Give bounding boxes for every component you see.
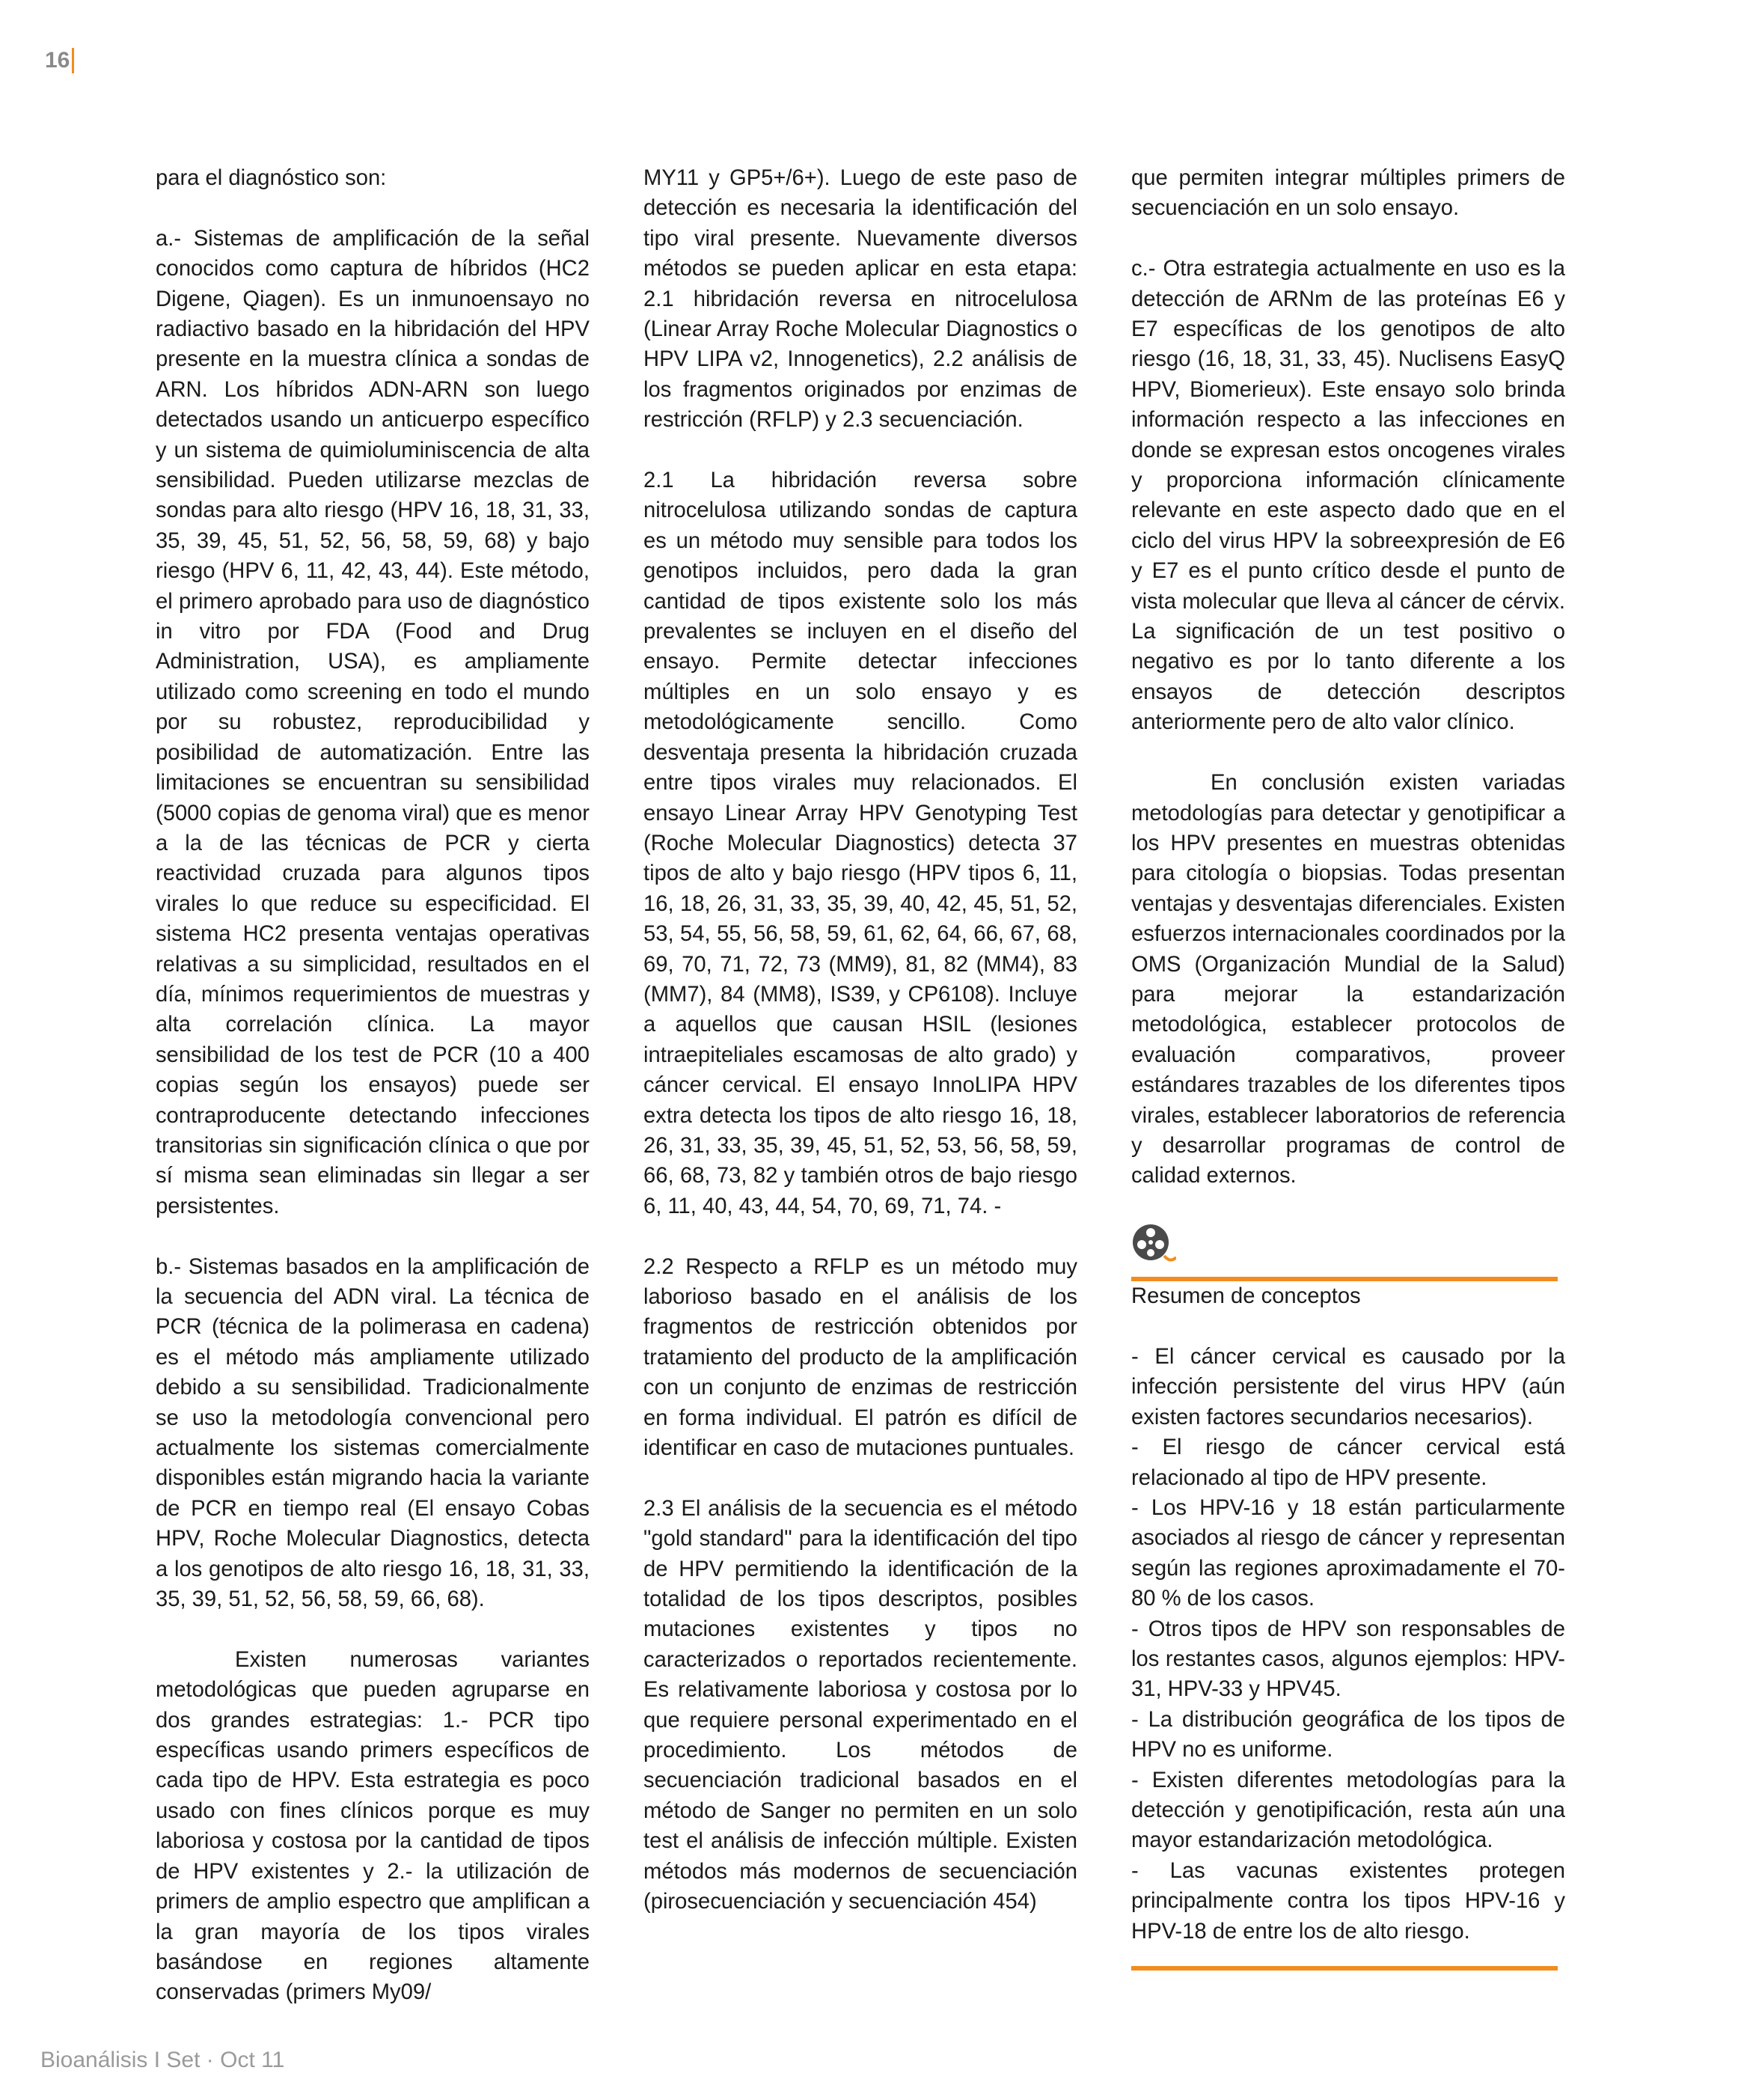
summary-item: - Otros tipos de HPV son responsables de los restantes casos, algunos ejemplos: HPV-31, HPV-33 y HPV45. (1131, 1617, 1565, 1702)
column-2 (643, 163, 1077, 1917)
column-1 (156, 163, 590, 2008)
paragraph: 2.3 El análisis de la secuencia es el método "gold standard" para la identificación del tipo de HPV permitiendo la identificación de la totalidad de los tipos descriptos, posibles mutaciones existentes y tipos no caracterizados o reportados recientemente. Es relativamente laboriosa y costosa por lo que requiere personal experimentado en el procedimiento. Los métodos de secuenciación tradicional basados en el método de Sanger no permiten en un solo test el análisis de infección múltiple. Existen métodos más modernos de secuenciación (pirosecuenciación y secuenciación 454) (643, 1496, 1077, 1914)
paragraph: para el diagnóstico son: (156, 166, 387, 190)
film-reel-icon (1131, 1221, 1176, 1266)
paragraph: c.- Otra estrategia actualmente en uso es la detección de ARNm de las proteínas E6 y E7 específicas de los genotipos de alto riesgo (16, 18, 31, 33, 45). Nuclisens EasyQ HPV, Biomerieux). Este ensayo solo brinda información respecto a las infecciones en donde se expresan estos oncogenes virales y proporciona información clínicamente relevante en este aspecto dado que en el ciclo del virus HPV la sobreexpresión de E6 y E7 es el punto crítico desde el punto de vista molecular que lleva al cáncer de cérvix. La significación de un test positivo o negativo es por lo tanto diferente a los ensayos de detección descriptos anteriormente pero de alto valor clínico. (1131, 257, 1565, 735)
paragraph: MY11 y GP5+/6+). Luego de este paso de detección es necesaria la identificación del tipo viral presente. Nuevamente diversos métodos se pueden aplicar en esta etapa: 2.1 hibridación reversa en nitrocelulosa (Linear Array Roche Molecular Diagnostics o HPV LIPA v2, Innogenetics), 2.2 análisis de los fragmentos originados por enzimas de restricción (RFLP) y 2.3 secuenciación. (643, 166, 1077, 433)
paragraph: En conclusión existen variadas metodologías para detectar y genotipificar a los HPV presentes en muestras obtenidas para citología o biopsias. Todas presentan ventajas y desventajas diferenciales. Existen esfuerzos internacionales coordinados por la OMS (Organización Mundial de la Salud) para mejorar la estandarización metodológica, establecer protocolos de evaluación comparativos, proveer estándares trazables de los diferentes tipos virales, establecer laboratorios de referencia y desarrollar programas de control de calidad externos. (1131, 771, 1565, 1188)
summary-title: Resumen de conceptos (1131, 1284, 1361, 1309)
summary-item: - Las vacunas existentes protegen principalmente contra los tipos HPV-16 y HPV-18 de entre los de alto riesgo. (1131, 1858, 1565, 1944)
paragraph: 2.2 Respecto a RFLP es un método muy laborioso basado en el análisis de los fragmentos de restricción obtenidos por tratamiento del producto de la amplificación con un conjunto de enzimas de restricción en forma individual. El patrón es difícil de identificar en caso de mutaciones puntuales. (643, 1254, 1077, 1461)
paragraph: que permiten integrar múltiples primers de secuenciación en un solo ensayo. (1131, 166, 1565, 221)
page-number: 16 (45, 48, 74, 73)
summary-item: - El riesgo de cáncer cervical está relacionado al tipo de HPV presente. (1131, 1435, 1565, 1490)
summary-bottom-rule (1131, 1966, 1558, 1971)
summary-item: - El cáncer cervical es causado por la infección persistente del virus HPV (aún existen factores secundarios necesarios). (1131, 1344, 1565, 1429)
paragraph: b.- Sistemas basados en la amplificación de la secuencia del ADN viral. La técnica de PCR (técnica de la polimerasa en cadena) es el método más ampliamente utilizado debido a su sensibilidad. Tradicionalmente se uso la metodología convencional pero actualmente los sistemas comercialmente disponibles están migrando hacia la variante de PCR en tiempo real (El ensayo Cobas HPV, Roche Molecular Diagnostics, detecta a los genotipos de alto riesgo 16, 18, 31, 33, 35, 39, 51, 52, 56, 58, 59, 66, 68). (156, 1254, 590, 1612)
summary-item: - La distribución geográfica de los tipos de HPV no es uniforme. (1131, 1707, 1565, 1762)
paragraph: 2.1 La hibridación reversa sobre nitrocelulosa utilizando sondas de captura es un método muy sensible para todos los genotipos incluidos, pero dada la gran cantidad de tipos existente solo los más prevalentes se incluyen en el diseño del ensayo. Permite detectar infecciones múltiples en un solo ensayo y es metodológicamente sencillo. Como desventaja presenta la hibridación cruzada entre tipos virales muy relacionados. El ensayo Linear Array HPV Genotyping Test (Roche Molecular Diagnostics) detecta 37 tipos de alto y bajo riesgo (HPV tipos 6, 11, 16, 18, 26, 31, 33, 35, 39, 40, 42, 45, 51, 52, 53, 54, 55, 56, 58, 59, 61, 62, 64, 66, 67, 68, 69, 70, 71, 72, 73 (MM9), 81, 82 (MM4), 83 (MM7), 84 (MM8), IS39, y CP6108). Incluye a aquellos que causan HSIL (lesiones intraepiteliales escamosas de alto grado) y cáncer cervical. El ensayo InnoLIPA HPV extra detecta los tipos de alto riesgo 16, 18, 26, 31, 33, 35, 39, 45, 51, 52, 53, 56, 58, 59, 66, 68, 73, 82 y también otros de bajo riesgo 6, 11, 40, 43, 44, 54, 70, 69, 71, 74. - (643, 468, 1077, 1218)
summary-item: - Existen diferentes metodologías para la detección y genotipificación, resta aún una mayor estandarización metodológica. (1131, 1768, 1565, 1853)
paragraph: Existen numerosas variantes metodológicas que pueden agruparse en dos grandes estrategias: 1.- PCR tipo específicas usando primers específicos de cada tipo de HPV. Esta estrategia es poco usado con fines clínicos porque es muy laboriosa y costosa por la cantidad de tipos de HPV existentes y 2.- la utilización de primers de amplio espectro que amplifican a la gran mayoría de los tipos virales basándose en regiones altamente conservadas (primers My09/ (156, 1647, 590, 2005)
summary-item: - Los HPV-16 y 18 están particularmente asociados al riesgo de cáncer y representan según las regiones aproximadamente el 70-80 % de los casos. (1131, 1496, 1565, 1611)
summary-list (1131, 1342, 1565, 1947)
footer: Bioanálisis I Set · Oct 11 (40, 2048, 285, 2072)
column-3 (1131, 163, 1565, 1971)
summary-box (1131, 1221, 1565, 1971)
paragraph: a.- Sistemas de amplificación de la señal conocidos como captura de híbridos (HC2 Digene, Qiagen). Es un inmunoensayo no radiactivo basado en la hibridación del HPV presente en la muestra clínica a sondas de ARN. Los híbridos ADN-ARN son luego detectados usando un anticuerpo específico y un sistema de quimioluminiscencia de alta sensibilidad. Pueden utilizarse mezclas de sondas para alto riesgo (HPV 16, 18, 31, 33, 35, 39, 45, 51, 52, 56, 58, 59, 68) y bajo riesgo (HPV 6, 11, 42, 43, 44). Este método, el primero aprobado para uso de diagnóstico in vitro por FDA (Food and Drug Administration, USA), es ampliamente utilizado como screening en todo el mundo por su robustez, reproducibilidad y posibilidad de automatización. Entre las limitaciones se encuentran su sensibilidad (5000 copias de genoma viral) que es menor a la de las técnicas de PCR y cierta reactividad cruzada para algunos tipos virales lo que reduce su especificidad. El sistema HC2 presenta ventajas operativas relativas a su simplicidad, resultados en el día, mínimos requerimientos de muestras y alta correlación clínica. La mayor sensibilidad de los test de PCR (10 a 400 copias según los ensayos) puede ser contraproducente detectando infecciones transitorias sin significación clínica o que por sí misma sean eliminadas sin llegar a ser persistentes. (156, 226, 590, 1218)
